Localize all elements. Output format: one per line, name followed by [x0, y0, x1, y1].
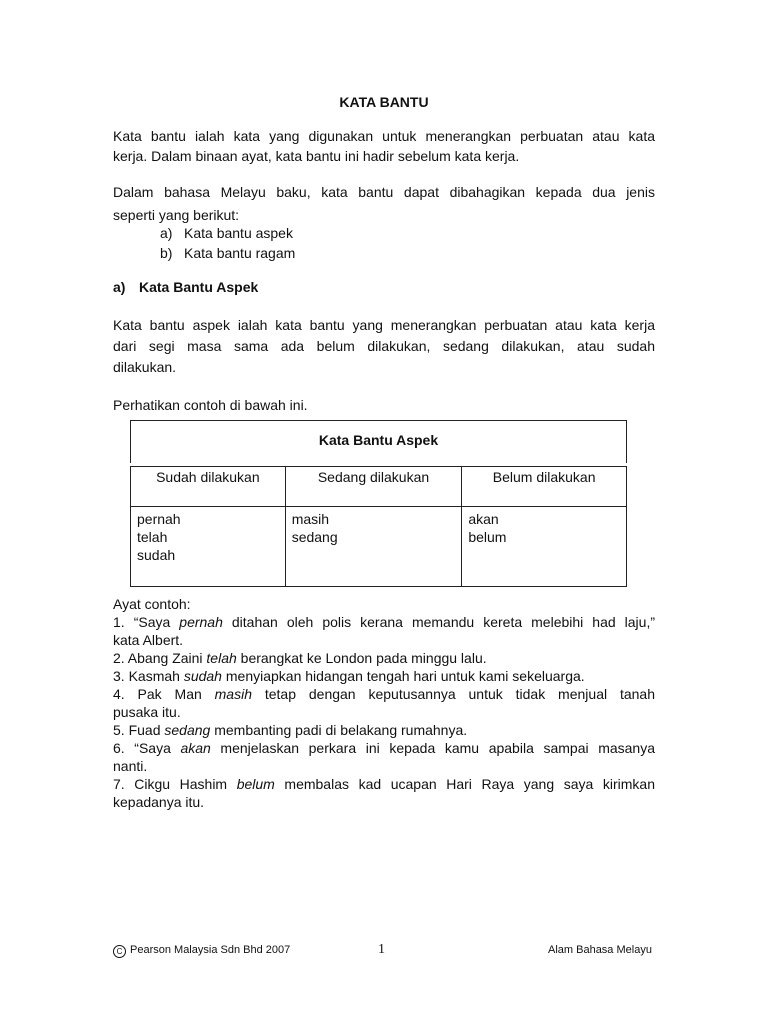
cell-word: telah	[137, 529, 168, 545]
column-header-belum: Belum dilakukan	[462, 467, 627, 507]
cell-sedang	[285, 507, 462, 587]
example-line: 5. Fuad sedang membanting padi di belakang rumahnya.	[113, 722, 468, 738]
cell-belum	[462, 507, 627, 587]
cell-word: masih	[291, 511, 330, 527]
cell-word: pernah	[137, 511, 181, 527]
section-heading-text: Kata Bantu Aspek	[139, 279, 259, 295]
column-header-sedang: Sedang dilakukan	[285, 467, 462, 507]
section-a-line-3: dilakukan.	[113, 359, 177, 375]
division-paragraph	[113, 181, 655, 227]
section-heading	[113, 279, 258, 295]
table-intro-note: Perhatikan contoh di bawah ini.	[113, 397, 308, 413]
section-marker: a)	[113, 279, 126, 295]
example-line: 1. “Saya pernah ditahan oleh polis kerana memandu kereta melebihi had laju,”	[113, 614, 655, 630]
example-line: 3. Kasmah sudah menyiapkan hidangan tengah hari untuk kami sekeluarga.	[113, 668, 585, 684]
example-line: 4. Pak Man masih tetap dengan keputusannya untuk tidak menjual tanah	[113, 686, 655, 702]
footer-copyright	[113, 944, 290, 958]
footer-book-title: Alam Bahasa Melayu	[548, 944, 652, 956]
cell-word: akan	[468, 511, 499, 527]
list-marker: b)	[160, 245, 173, 261]
example-line: 2. Abang Zaini telah berangkat ke London pada minggu lalu.	[113, 650, 487, 666]
list-item	[160, 223, 293, 243]
table-header-row	[131, 467, 627, 507]
section-a-line-2: dari segi masa sama ada belum dilakukan, sedang dilakukan, atau sudah	[113, 338, 655, 354]
cell-word: sudah	[137, 547, 176, 563]
list-marker: a)	[160, 225, 173, 241]
intro-line-2: kerja. Dalam binaan ayat, kata bantu ini hadir sebelum kata kerja.	[113, 148, 520, 164]
table-row	[131, 507, 627, 587]
page-title: KATA BANTU	[339, 94, 429, 110]
footer-publisher: Pearson Malaysia Sdn Bhd 2007	[130, 944, 291, 956]
column-header-sudah: Sudah dilakukan	[131, 467, 286, 507]
copyright-icon: C	[113, 945, 126, 958]
example-line: kepadanya itu.	[113, 794, 205, 810]
division-line-2: seperti yang berikut:	[113, 207, 240, 223]
intro-paragraph	[113, 126, 655, 166]
list-item-label: Kata bantu ragam	[184, 245, 296, 261]
examples-heading: Ayat contoh:	[113, 596, 191, 612]
intro-line-1: Kata bantu ialah kata yang digunakan untuk menerangkan perbuatan atau kata	[113, 128, 655, 144]
list-item	[160, 243, 295, 263]
list-item-label: Kata bantu aspek	[184, 225, 293, 241]
page-number: 1	[378, 942, 385, 957]
cell-word: sedang	[291, 529, 338, 545]
cell-sudah	[131, 507, 286, 587]
division-line-1: Dalam bahasa Melayu baku, kata bantu dapat dibahagikan kepada dua jenis	[113, 184, 655, 200]
examples-block	[113, 595, 655, 811]
example-line: nanti.	[113, 758, 148, 774]
example-line: 7. Cikgu Hashim belum membalas kad ucapan Hari Raya yang saya kirimkan	[113, 776, 655, 792]
aspek-table	[130, 466, 627, 587]
cell-word: belum	[468, 529, 507, 545]
example-line: pusaka itu.	[113, 704, 181, 720]
example-line: kata Albert.	[113, 632, 184, 648]
section-a-paragraph	[113, 315, 655, 378]
example-line: 6. “Saya akan menjelaskan perkara ini kepada kamu apabila sampai masanya	[113, 740, 655, 756]
section-a-line-1: Kata bantu aspek ialah kata bantu yang menerangkan perbuatan atau kata kerja	[113, 317, 655, 333]
table-title: Kata Bantu Aspek	[318, 432, 439, 448]
